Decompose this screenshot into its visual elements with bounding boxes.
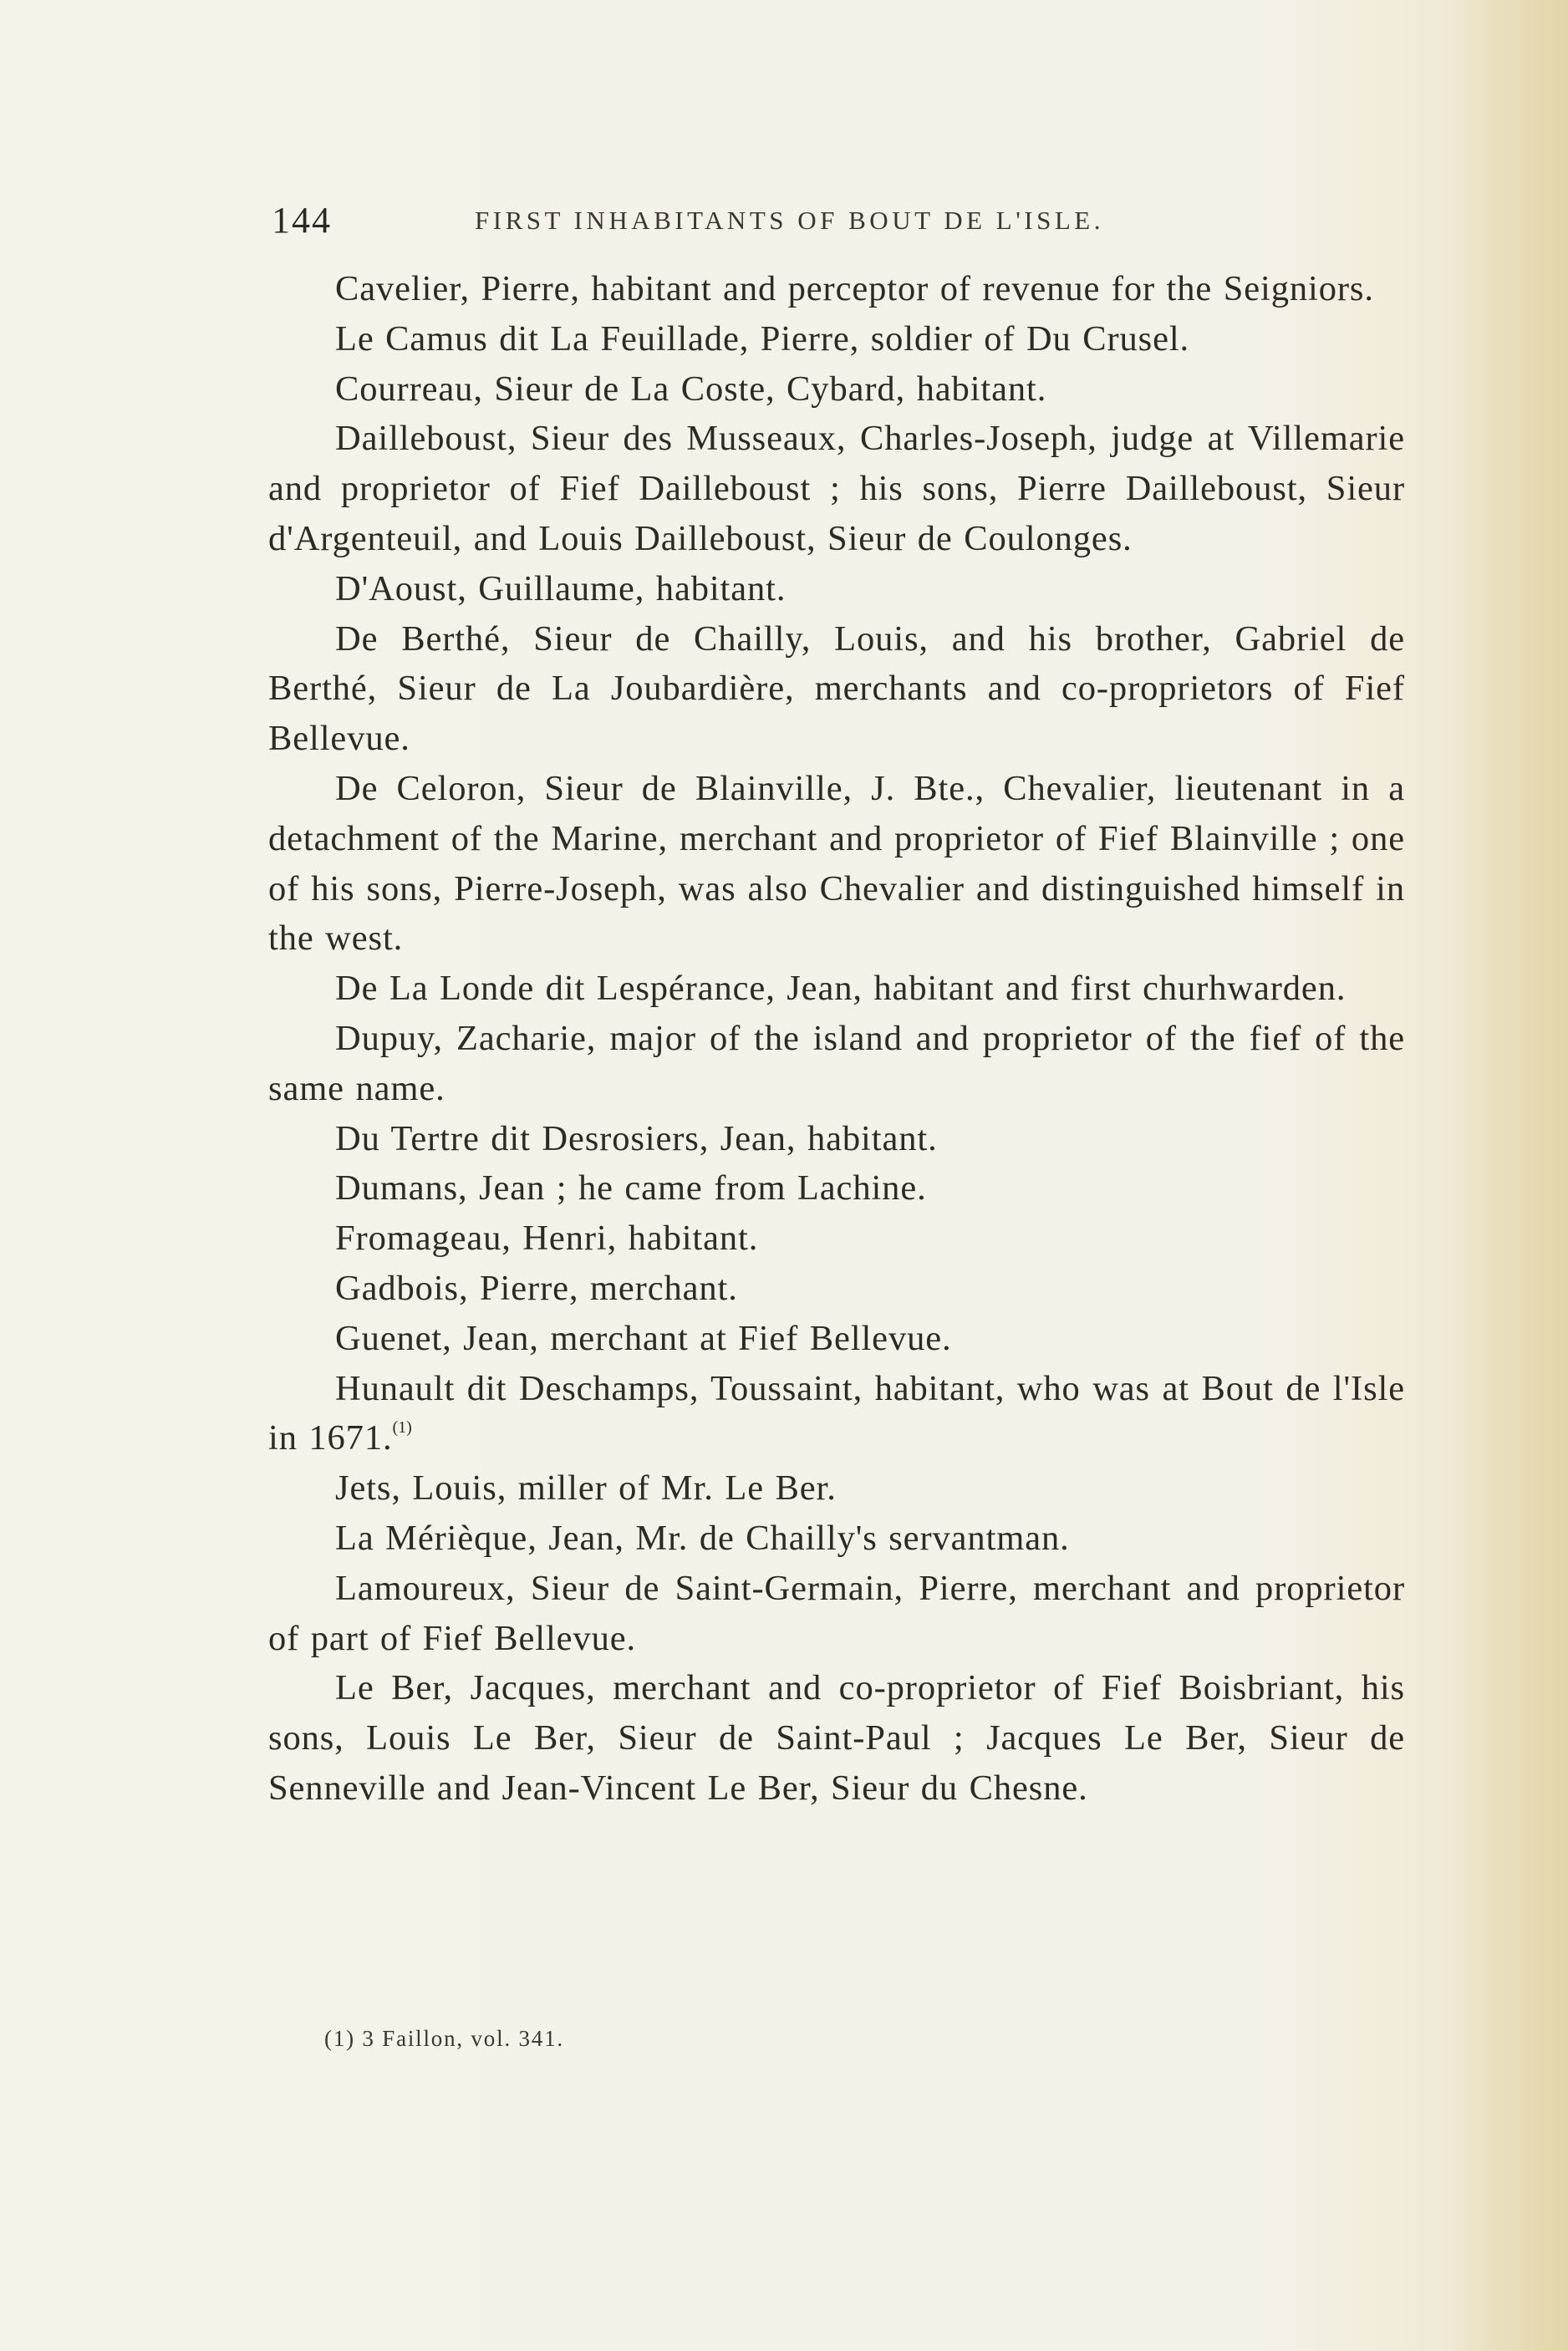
entry-courreau: Courreau, Sieur de La Coste, Cybard, habitant. <box>335 369 1047 409</box>
entry-guenet: Guenet, Jean, merchant at Fief Bellevue. <box>335 1318 952 1358</box>
entry-dupuy: Dupuy, Zacharie, major of the island and proprietor of the fief of the same name. <box>268 1018 1405 1108</box>
entry-du-tertre: Du Tertre dit Desrosiers, Jean, habitant. <box>335 1118 938 1158</box>
entry-jets: Jets, Louis, miller of Mr. Le Ber. <box>335 1468 837 1509</box>
entry-dailleboust: Dailleboust, Sieur des Musseaux, Charles-Joseph, judge at Villemarie and proprietor of Fief Dailleboust ; his sons, Pierre Dailleboust, Sieur d'Argenteuil, and Louis Dailleboust, Sieur de Coulonges. <box>268 419 1405 558</box>
inhabitant-list <box>268 264 1405 1814</box>
entry-dumans: Dumans, Jean ; he came from Lachine. <box>335 1168 927 1209</box>
entry-le-ber: Le Ber, Jacques, merchant and co-proprietor of Fief Boisbriant, his sons, Louis Le Ber, Sieur de Saint-Paul ; Jacques Le Ber, Sieur de Senneville and Jean-Vincent Le Ber, Sieur du Chesne. <box>268 1668 1405 1808</box>
page-edge-shading <box>1443 0 1568 2351</box>
entry-hunault <box>268 1364 1405 1464</box>
entry-gadbois: Gadbois, Pierre, merchant. <box>335 1268 738 1308</box>
entry-fromageau: Fromageau, Henri, habitant. <box>335 1219 759 1259</box>
entry-daoust: D'Aoust, Guillaume, habitant. <box>335 568 787 608</box>
page-header <box>272 199 1408 249</box>
footnote: (1) 3 Faillon, vol. 341. <box>324 2026 564 2051</box>
entry-de-berthe: De Berthé, Sieur de Chailly, Louis, and his brother, Gabriel de Berthé, Sieur de La Joubardière, merchants and co-proprietors of Fief Bellevue. <box>268 618 1405 759</box>
entry-cavelier: Cavelier, Pierre, habitant and perceptor of revenue for the Seigniors. <box>335 269 1374 308</box>
entry-lamoureux: Lamoureux, Sieur de Saint-Germain, Pierre, merchant and proprietor of part of Fief Bellevue. <box>268 1568 1405 1658</box>
running-head: FIRST INHABITANTS OF BOUT DE L'ISLE. <box>475 206 1104 235</box>
entry-le-camus: Le Camus dit La Feuillade, Pierre, soldier of Du Crusel. <box>335 318 1190 359</box>
entry-la-merieque: La Mérièque, Jean, Mr. de Chailly's servantman. <box>335 1518 1070 1558</box>
entry-de-la-londe: De La Londe dit Lespérance, Jean, habitant and first churhwarden. <box>335 969 1347 1009</box>
page-number: 144 <box>272 200 332 241</box>
entry-de-celoron: De Celoron, Sieur de Blainville, J. Bte., Chevalier, lieutenant in a detachment of the Marine, merchant and proprietor of Fief Blainville ; one of his sons, Pierre-Joseph, was also Chevalier and distinguished himself in the west. <box>268 768 1405 959</box>
entry-hunault-text: Hunault dit Deschamps, Toussaint, habitant, who was at Bout de l'Isle in 1671. <box>268 1368 1405 1458</box>
footnote-reference: (1) <box>392 1418 412 1438</box>
